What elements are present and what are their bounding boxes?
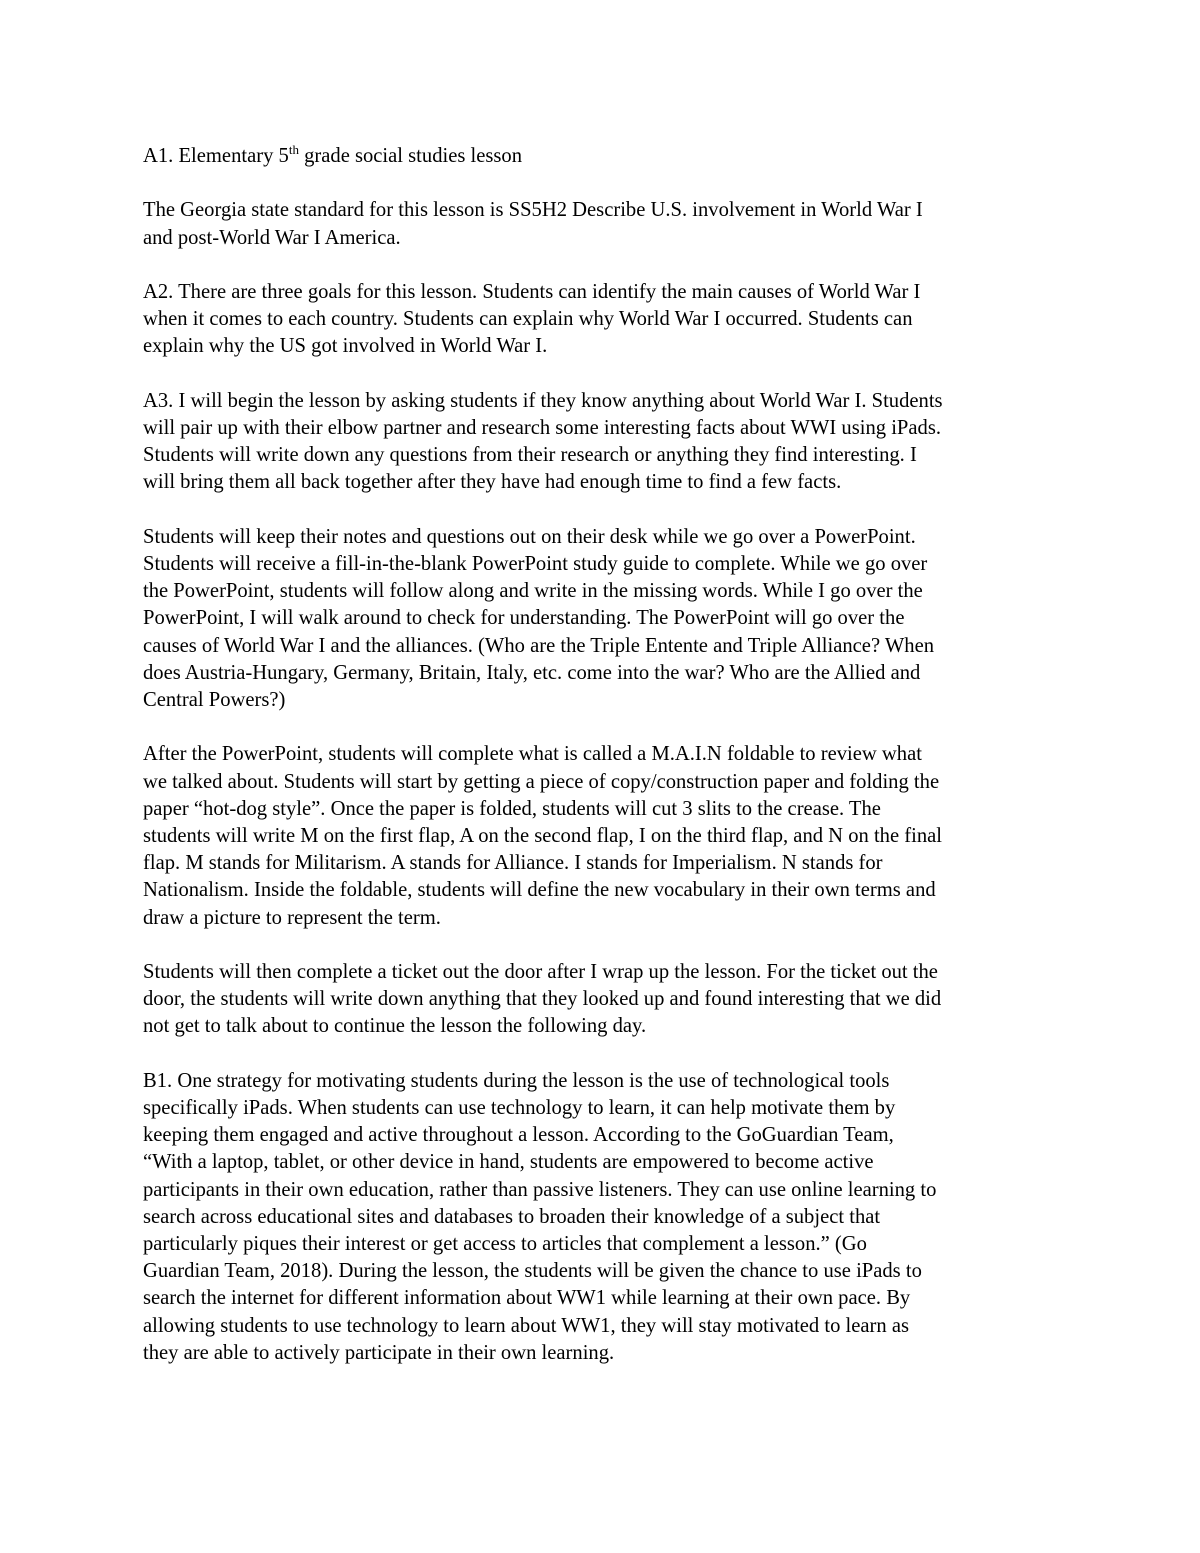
paragraph-standard: The Georgia state standard for this lesson is SS5H2 Describe U.S. involvement in World War I and post-World War I America. xyxy=(143,199,923,249)
paragraph-a2-goals: A2. There are three goals for this lesson. Students can identify the main causes of World War I when it comes to each country. Students can explain why World War I occurred. Students can explain why the US got involved in World War I. xyxy=(143,280,921,358)
paragraph-b1-strategy: B1. One strategy for motivating students during the lesson is the use of technological tools specifically iPads. When students can use technology to learn, it can help motivate them by keeping them engaged and active throughout a lesson. According to the GoGuardian Team, “With a laptop, tablet, or other device in hand, students are empowered to become active participants in their own education, rather than passive listeners. They can use online learning to search across educational sites and databases to broaden their knowledge of a subject that particularly piques their interest or get access to articles that complement a lesson.” (Go Guardian Team, 2018). During the lesson, the students will be given the chance to use iPads to search the internet for different information about WW1 while learning at their own pace. By allowing students to use technology to learn about WW1, they will stay motivated to learn as they are able to actively participate in their own learning. xyxy=(143,1069,937,1364)
document-body xyxy=(143,143,1063,1394)
paragraph-powerpoint: Students will keep their notes and questions out on their desk while we go over a PowerPoint. Students will receive a fill-in-the-blank PowerPoint study guide to complete. While we go over the PowerPoint, students will follow along and write in the missing words. While I go over the PowerPoint, I will walk around to check for understanding. The PowerPoint will go over the causes of World War I and the alliances. (Who are the Triple Entente and Triple Alliance? When does Austria-Hungary, Germany, Britain, Italy, etc. come into the war? Who are the Allied and Central Powers?) xyxy=(143,525,935,711)
paragraph-foldable: After the PowerPoint, students will complete what is called a M.A.I.N foldable to review what we talked about. Students will start by getting a piece of copy/construction paper and folding the paper “hot-dog style”. Once the paper is folded, students will cut 3 slits to the crease. The students will write M on the first flap, A on the second flap, I on the third flap, and N on the final flap. M stands for Militarism. A stands for Alliance. I stands for Imperialism. N stands for Nationalism. Inside the foldable, students will define the new vocabulary in their own terms and draw a picture to represent the term. xyxy=(143,743,942,929)
heading-prefix: A1. Elementary 5 xyxy=(143,145,289,167)
heading-superscript: th xyxy=(288,142,299,158)
section-heading-a1 xyxy=(143,143,1063,170)
paragraph-ticket-out: Students will then complete a ticket out the door after I wrap up the lesson. For the ticket out the door, the students will write down anything that they looked up and found interesting that we did not get to talk about to continue the lesson the following day. xyxy=(143,961,942,1038)
heading-suffix: grade social studies lesson xyxy=(298,145,523,167)
paragraph-a3-intro: A3. I will begin the lesson by asking students if they know anything about World War I. Students will pair up with their elbow partner and research some interesting facts about WWI using iPads. Students will write down any questions from their research or anything they find interesting. I will bring them all back together after they have had enough time to find a few facts. xyxy=(143,389,943,494)
